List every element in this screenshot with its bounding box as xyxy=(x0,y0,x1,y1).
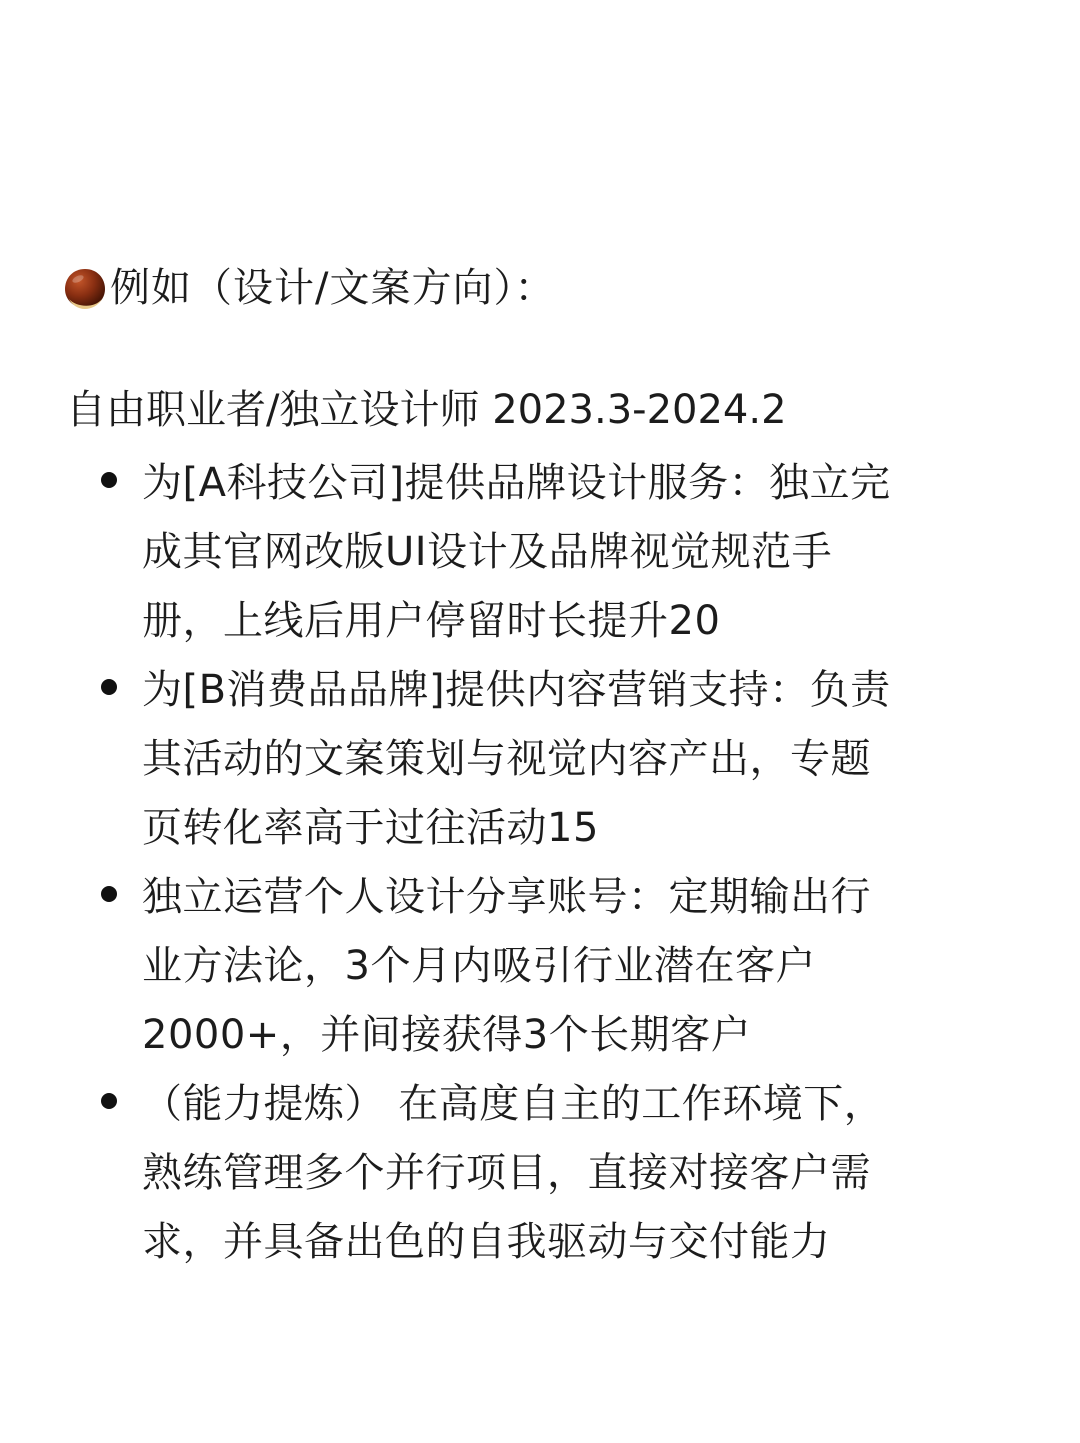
list-item-line: 成其官网改版UI设计及品牌视觉规范手 xyxy=(142,529,833,575)
list-item-line: 册，上线后用户停留时长提升20 xyxy=(142,598,721,644)
list-item-line: 独立运营个人设计分享账号：定期输出行 xyxy=(142,874,871,920)
list-item-line: 熟练管理多个并行项目，直接对接客户需 xyxy=(142,1150,871,1196)
bullet-dot-icon xyxy=(101,679,117,695)
list-item xyxy=(0,1070,1080,1277)
heading-text: 例如（设计/文案方向）： xyxy=(110,265,556,311)
chestnut-icon xyxy=(62,265,108,311)
bullet-dot-icon xyxy=(101,472,117,488)
list-item-line: 页转化率高于过往活动15 xyxy=(142,805,599,851)
experience-list xyxy=(0,449,1080,1277)
list-item xyxy=(0,449,1080,656)
list-item-line: 求，并具备出色的自我驱动与交付能力 xyxy=(142,1219,831,1265)
list-item-line: 其活动的文案策划与视觉内容产出，专题 xyxy=(142,736,871,782)
list-item-line: （能力提炼） 在高度自主的工作环境下， xyxy=(142,1081,885,1127)
bullet-dot-icon xyxy=(101,1093,117,1109)
role-title: 自由职业者/独立设计师 2023.3-2024.2 xyxy=(66,387,787,433)
bullet-dot-icon xyxy=(101,886,117,902)
list-item-line: 2000+，并间接获得3个长期客户 xyxy=(142,1012,752,1058)
list-item-line: 为[B消费品品牌]提供内容营销支持：负责 xyxy=(142,667,891,713)
list-item-line: 业方法论，3个月内吸引行业潜在客户 xyxy=(142,943,816,989)
section-heading xyxy=(62,258,555,318)
list-item xyxy=(0,656,1080,863)
list-item xyxy=(0,863,1080,1070)
list-item-line: 为[A科技公司]提供品牌设计服务：独立完 xyxy=(142,460,891,506)
